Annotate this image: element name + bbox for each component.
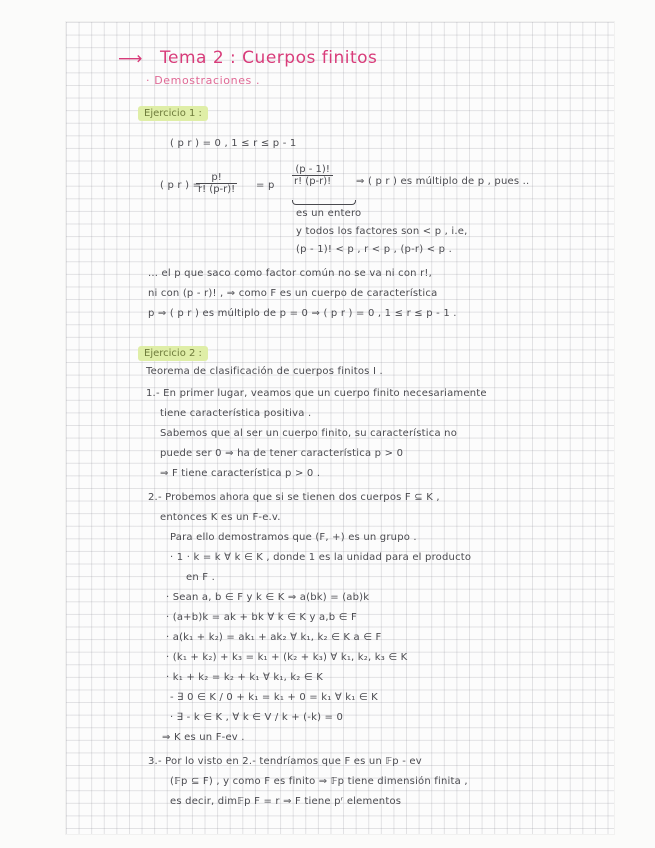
ej2-line: Sabemos que al ser un cuerpo finito, su característica no: [160, 428, 458, 439]
ej1-statement: ( p r ) = 0 , 1 ≤ r ≤ p - 1: [170, 138, 297, 149]
underbrace: [292, 200, 356, 205]
ej2-line: tiene característica positiva .: [160, 408, 312, 419]
frac2-denominator: r! (p-r)!: [294, 176, 332, 187]
ej2-line: - ∃ 0 ∈ K / 0 + k₁ = k₁ + 0 = k₁ ∀ k₁ ∈ K: [170, 692, 378, 703]
arrow-icon: ⟶: [118, 49, 143, 69]
ej1-conclusion: ⇒ ( p r ) es múltiplo de p , pues ..: [356, 176, 530, 187]
ej1-line-4: (p - 1)! < p , r < p , (p-r) < p .: [296, 244, 452, 255]
ej2-line: ⇒ F tiene característica p > 0 .: [160, 468, 321, 479]
ej1-brace-note: es un entero: [296, 208, 362, 219]
ej2-line: · (a+b)k = ak + bk ∀ k ∈ K y a,b ∈ F: [166, 612, 357, 623]
ej2-line: · Sean a, b ∈ F y k ∈ K ⇒ a(bk) = (ab)k: [166, 592, 370, 603]
ej2-line: · 1 · k = k ∀ k ∈ K , donde 1 es la unidad para el producto: [170, 552, 472, 563]
ej2-line: Para ello demostramos que (F, +) es un grupo .: [170, 532, 417, 543]
ej2-line: (𝔽p ⊆ F) , y como F es finito ⇒ 𝔽p tiene dimensión finita ,: [170, 776, 468, 787]
ej2-line: entonces K es un F-e.v.: [160, 512, 281, 523]
ej1-binom-left: ( p r ) =: [160, 180, 202, 191]
ej2-line: 1.- En primer lugar, veamos que un cuerpo finito necesariamente: [146, 388, 487, 399]
ej1-line-7: p ⇒ ( p r ) es múltiplo de p = 0 ⇒ ( p r ) = 0 , 1 ≤ r ≤ p - 1 .: [148, 308, 457, 319]
notebook-page: [66, 22, 614, 834]
frac1-numerator: p!: [196, 172, 237, 184]
exercise-1-label: Ejercicio 1 :: [138, 106, 208, 121]
ej2-line: · (k₁ + k₂) + k₃ = k₁ + (k₂ + k₃) ∀ k₁, k₂, k₃ ∈ K: [166, 652, 408, 663]
ej2-line: 3.- Por lo visto en 2.- tendríamos que F es un 𝔽p - ev: [148, 756, 422, 767]
ej2-line: 2.- Probemos ahora que si se tienen dos cuerpos F ⊆ K ,: [148, 492, 440, 503]
ej2-line: puede ser 0 ⇒ ha de tener característica p > 0: [160, 448, 404, 459]
frac2-numerator: (p - 1)!: [292, 164, 333, 176]
ej1-line-5: ... el p que saco como factor común no se va ni con r!,: [148, 268, 432, 279]
ej1-line-6: ni con (p - r)! , ⇒ como F es un cuerpo de característica: [148, 288, 438, 299]
ej2-line: · k₁ + k₂ = k₂ + k₁ ∀ k₁, k₂ ∈ K: [166, 672, 323, 683]
ej2-line: es decir, dim𝔽p F = r ⇒ F tiene pʳ elementos: [170, 796, 402, 807]
ej2-line: Teorema de clasificación de cuerpos finitos I .: [146, 366, 383, 377]
ej2-line: en F .: [186, 572, 215, 583]
ej1-fraction-1: [196, 172, 237, 195]
ej1-line-3: y todos los factores son < p , i.e,: [296, 226, 468, 237]
ej2-line: · a(k₁ + k₂) = ak₁ + ak₂ ∀ k₁, k₂ ∈ K a ∈ F: [166, 632, 382, 643]
ej2-line: ⇒ K es un F-ev .: [162, 732, 245, 743]
ej1-eq-p: = p: [256, 180, 275, 191]
ej2-line: · ∃ - k ∈ K , ∀ k ∈ V / k + (-k) = 0: [170, 712, 344, 723]
page-title: Tema 2 : Cuerpos finitos: [160, 48, 378, 68]
ej1-fraction-2: [292, 164, 333, 187]
exercise-2-label: Ejercicio 2 :: [138, 346, 208, 361]
frac1-denominator: r! (p-r)!: [198, 184, 236, 195]
page-subtitle: · Demostraciones .: [146, 74, 261, 87]
